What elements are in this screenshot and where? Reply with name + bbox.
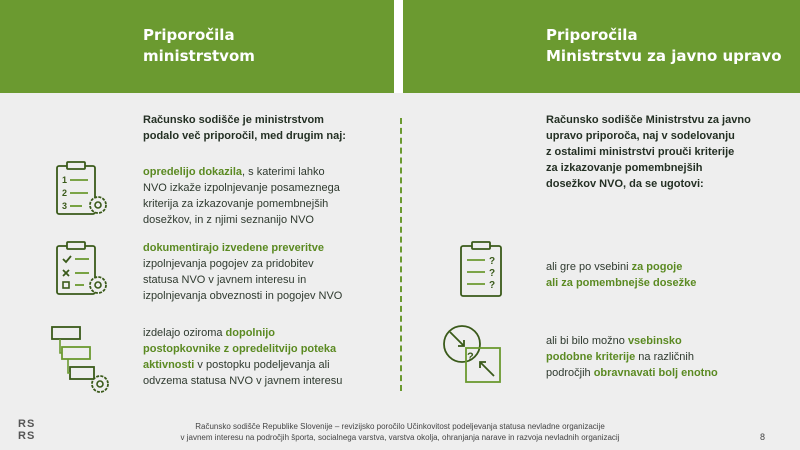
list-number: 2 bbox=[62, 188, 68, 198]
left-title: Priporočila ministrstvom bbox=[143, 26, 255, 65]
page-number: 8 bbox=[760, 432, 766, 442]
left-item-3: izdelajo oziroma dopolnijo postopkovnike z opredelitvijo poteka aktivnosti v postopku podeljevanja ali odvzema statusa NVO v javnem interesu bbox=[143, 327, 343, 387]
question-mark: ? bbox=[489, 268, 496, 279]
check-list-gear-icon bbox=[52, 240, 112, 300]
compare-question-icon bbox=[440, 322, 506, 388]
header-gap bbox=[394, 0, 403, 93]
dashed-divider bbox=[400, 118, 402, 391]
header-left bbox=[0, 0, 394, 93]
left-item-2: dokumentirajo izvedene preveritve izpolnjevanja pogojev za pridobitev statusa NVO v javnem interesu in izpolnjevanja obveznosti in pogojev NVO bbox=[143, 242, 343, 302]
right-item-2: ali bi bilo možno vsebinsko podobne kriterije na različnih področjih obravnavati bolj enotno bbox=[546, 335, 718, 379]
right-intro: Računsko sodišče Ministrstvu za javno upravo priporoča, naj v sodelovanju z ostalimi ministrstvi prouči kriterije za izkazovanje pomembnejših dosežkov NVO, da se ugotovi: bbox=[546, 114, 751, 190]
right-title: Priporočila Ministrstvu za javno upravo bbox=[546, 26, 782, 65]
question-mark: ? bbox=[489, 256, 496, 267]
left-intro: Računsko sodišče je ministrstvom podalo več priporočil, med drugim naj: bbox=[143, 114, 346, 142]
right-item-1: ali gre po vsebini za pogoje ali za pomembnejše dosežke bbox=[546, 261, 697, 289]
question-checklist-icon bbox=[453, 240, 509, 300]
left-item-1: opredelijo dokazila, s katerimi lahko NVO izkaže izpolnjevanje posameznega kriterija za izkazovanje pomembnejših dosežkov, in z njimi seznanijo NVO bbox=[143, 166, 340, 226]
numbered-checklist-gear-icon bbox=[52, 160, 112, 220]
list-number: 1 bbox=[62, 175, 68, 185]
flowchart-gear-icon bbox=[50, 322, 114, 394]
question-mark: ? bbox=[489, 280, 496, 291]
rs-logo: RS RS bbox=[18, 418, 36, 442]
footer-citation: Računsko sodišče Republike Slovenije – revizijsko poročilo Učinkovitost podeljevanja statusa nevladne organizacije v javnem interesu na področjih športa, socialnega varstva, varstva okolja, ohranjanja narave in razvoja nevladnih organizacij bbox=[180, 422, 620, 442]
question-mark: ? bbox=[467, 351, 474, 363]
header-right bbox=[403, 0, 800, 93]
list-number: 3 bbox=[62, 201, 68, 211]
